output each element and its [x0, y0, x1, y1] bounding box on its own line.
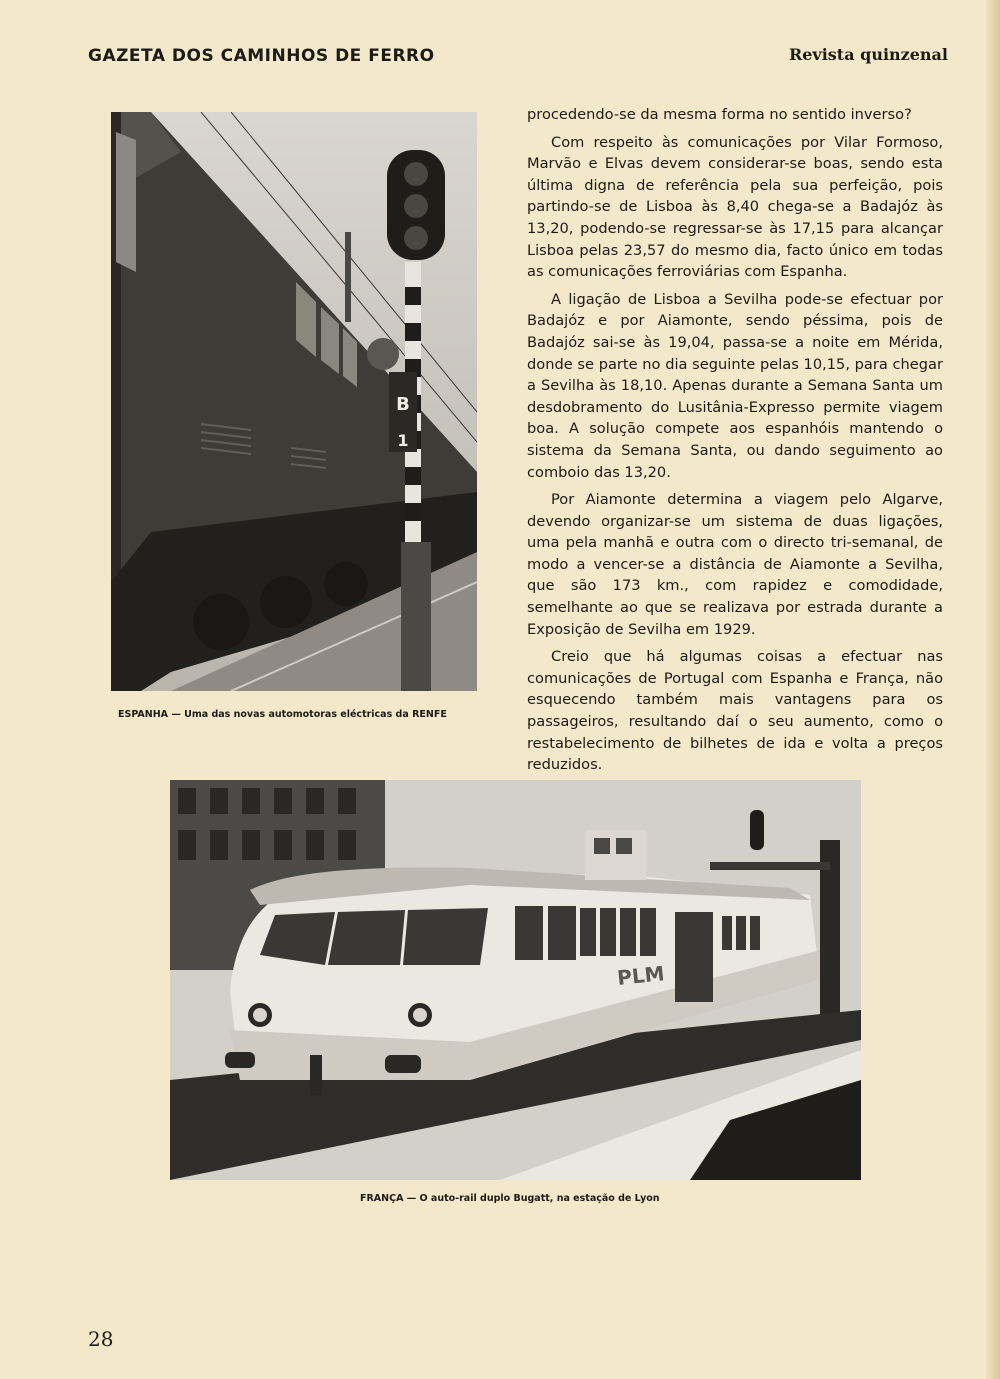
article-paragraph: procedendo-se da mesma forma no sentido inverso? — [527, 106, 912, 123]
article-paragraph: Com respeito às comunicações por Vilar Formoso, Marvão e Elvas devem considerar-se boas, sendo esta última digna de referência pela sua perfeição, pois partindo-se de Lisboa às 8,40 chega-se a Badajóz às 13,20, podendo-se regressar-se às 17,15 para alcançar Lisboa pelas 23,57 do mesmo dia, facto único em todas as comunicações ferroviárias com Espanha. — [527, 133, 943, 281]
signal-plate-number: 1 — [397, 431, 409, 450]
article-paragraph: A ligação de Lisboa a Sevilha pode-se efectuar por Badajóz e por Aiamonte, sendo péssima, pois de Badajóz sai-se às 19,04, passa-se a noite em Mérida, donde se parte no dia seguinte pelas 10,15, para chegar a Sevilha às 18,10. Apenas durante a Semana Santa um desdobramento do Lusitânia-Expresso permite viagem boa. A solução compete aos espanhóis mantendo o sistema da Semana Santa, ou dando seguimento ao comboio das 13,20. — [527, 290, 943, 481]
article-body — [527, 104, 943, 782]
article-paragraph: Creio que há algumas coisas a efectuar nas comunicações de Portugal com Espanha e França, não esquecendo também mais vantagens para os passageiros, resultando daí o seu aumento, como o restabelecimento de bilhetes de ida e volta a preços reduzidos. — [527, 648, 943, 774]
photo-caption-france: FRANÇA — O auto-rail duplo Bugatt, na estação de Lyon — [360, 1193, 660, 1204]
photo-caption-spain: ESPANHA — Uma das novas automotoras eléctricas da RENFE — [118, 709, 447, 720]
journal-title: GAZETA DOS CAMINHOS DE FERRO — [88, 46, 435, 66]
signal-plate-letter: B — [396, 394, 410, 415]
photo-france-autorail — [170, 780, 861, 1180]
photo-spain-locomotive — [111, 112, 477, 691]
article-paragraph: Por Aiamonte determina a viagem pelo Algarve, devendo organizar-se um sistema de duas ligações, uma pela manhã e outra com o directo tri-semanal, de modo a vencer-se a distância de Aiamonte a Sevilha, que são 173 km., com rapidez e comodidade, semelhante ao que se realizava por estrada durante a Exposição de Sevilha em 1929. — [527, 491, 943, 638]
page-edge — [986, 0, 1000, 1379]
journal-subtitle: Revista quinzenal — [788, 45, 948, 64]
car-marking: PLM — [616, 961, 666, 990]
page-number: 28 — [88, 1327, 114, 1351]
